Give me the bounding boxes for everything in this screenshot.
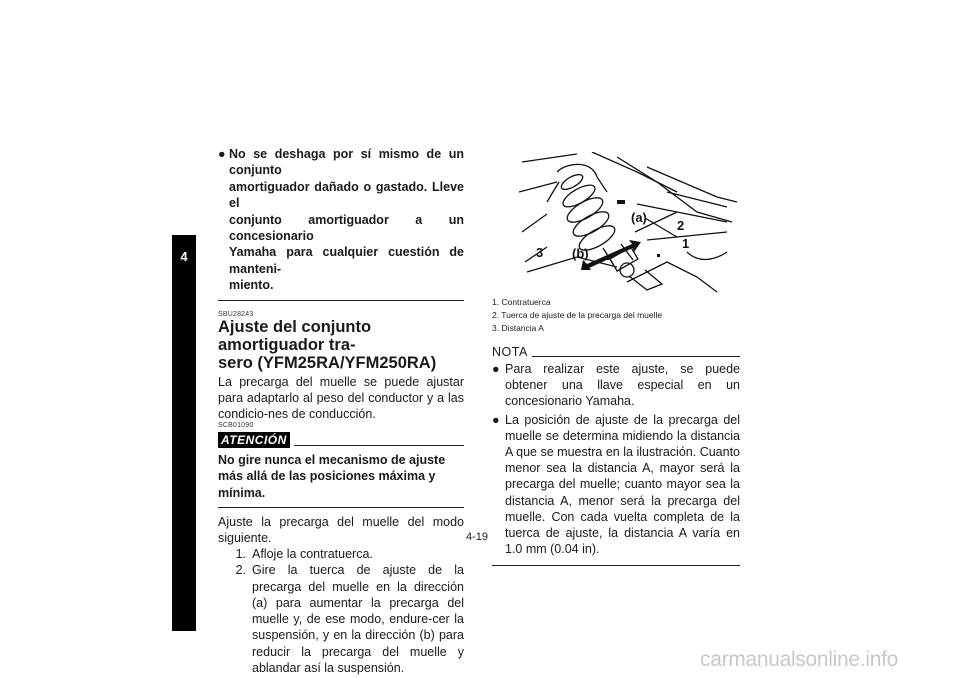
chapter-tab-number: 4 [180,249,188,264]
procedure-lead: Ajuste la precarga del muelle del modo siguiente. [218,514,464,546]
step-text: Afloje la contratuerca. [252,547,373,562]
procedure-step [218,546,464,562]
warning-line [218,212,464,245]
caption-item: 3. Distancia A [492,323,544,333]
note-rule [532,356,740,357]
note-item-text: Para realizar este ajuste, se puede obtener una llave especial en un concesionario Yamaha. [505,362,740,409]
note-item [492,412,740,558]
label-3: 3 [536,245,544,260]
step-number: 1. [235,547,246,562]
note-item-text: La posición de ajuste de la precarga del muelle se determina midiendo la distancia A que se muestra en la ilustración. Cuanto menor sea la distancia A, mayor será la precarga del muelle; cuanto mayor sea la distancia A, menor será la precarga del muelle. Con cada vuelta completa de la tuerca de ajuste, la distancia A varía en 1.0 mm (0.04 in). [505,412,740,557]
left-column [218,146,464,676]
note-header [492,345,740,359]
section-title [218,318,464,372]
section-code: SBU28243 [218,310,254,318]
warning-block [218,146,464,301]
section-title-line-1: Ajuste del conjunto amortiguador tra- [218,317,372,354]
warning-text-2: amortiguador dañado o gastado. Lleve el [229,179,464,211]
figure-captions [492,296,742,335]
note-end-rule [492,565,740,566]
procedure [218,514,464,676]
bullet-icon: ● [218,147,226,161]
caution-text: No gire nunca el mecanismo de ajuste más allá de las posiciones máxima y mínima. [218,453,446,500]
note-block [492,345,740,566]
warning-text-5: miento. [229,278,274,293]
bullet-icon: ● [492,412,500,427]
label-a: (a) [631,210,647,225]
watermark: carmanualsonline.info [700,648,898,671]
page-number: 4-19 [466,531,489,543]
warning-text-1: No se deshaga por sí mismo de un conjunto [229,147,464,178]
caption-item: 2. Tuerca de ajuste de la precarga del muelle [492,310,663,320]
note-label: NOTA [492,345,528,359]
caution-rule [294,445,464,446]
step-number: 2. [235,563,246,578]
warning-line [218,244,464,277]
caption-item: 1. Contratuerca [492,297,551,307]
label-1: 1 [682,236,690,251]
divider [218,507,464,508]
intro-paragraph: La precarga del muelle se puede ajustar para adaptarlo al peso del conductor y a las condicio-nes de conducción. [218,374,464,422]
warning-text-4: Yamaha para cualquier cuestión de manteni- [229,245,464,276]
bullet-icon: ● [492,362,500,376]
shock-absorber-illustration [517,152,739,300]
warning-line [218,277,464,293]
label-b: (b) [572,246,589,261]
warning-text-3: conjunto amortiguador a un concesionario [229,212,464,244]
note-item [492,361,740,410]
warning-line [218,146,464,179]
step-text: Gire la tuerca de ajuste de la precarga del muelle en la dirección (a) para aumentar la precarga del muelle y, de ese modo, endure-cer la suspensión, y en la dirección (b) para reducir la precarga del muelle y ablandar así la suspensión. [252,563,464,675]
warning-line [218,179,464,212]
caution-label: ATENCIÓN [218,432,290,448]
section-title-line-2: sero (YFM25RA/YFM250RA) [218,353,437,372]
label-2: 2 [677,218,685,233]
procedure-step [218,562,464,675]
chapter-tab [172,235,196,631]
divider [218,300,464,301]
caution-code: SCB01090 [218,422,254,430]
caution-header [218,432,464,448]
